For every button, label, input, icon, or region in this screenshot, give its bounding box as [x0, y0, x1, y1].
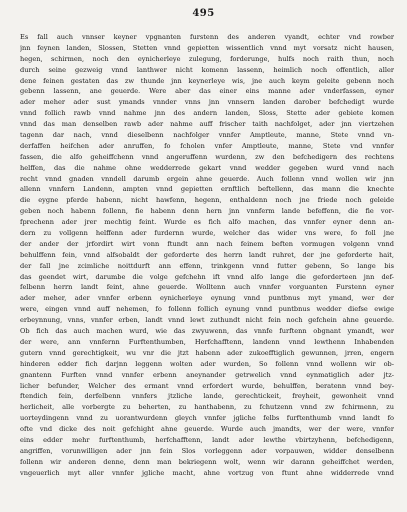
text-line: felbenn herrn landt feint, ahne geuerde. Wolltenn auch vnnfer vorguanten Furstenn eyner: [20, 283, 394, 292]
text-line: erbeynnung, vnns, vnnfer erben, landt vnnd lewt zuthundt nicht fein noch gefchein ahne geuerde.: [20, 316, 394, 325]
text-line: geben noch habenn follenn, fie habenn denn hern jnn vnnferm lande befeffenn, die fie vor-: [20, 207, 394, 216]
text-line: fassen, die alfo geheiffchenn vnnd angeruffenn wurdenn, zw den befchedigern des rechtens: [20, 152, 394, 161]
text-line: die eygne pferde habenn, nicht hawfenn, hegenn, enthaldenn noch jne friede noch geleide: [20, 196, 394, 205]
text-line: angriffen, vorunwilligen ader jnn fein Slos vorleggenn ader vorpauwen, widder denselbenn: [20, 446, 394, 455]
text-line: vnnd das man denselben rawb ader nahme auff frischer taith nachfolget, ader jnn viertzehen: [20, 120, 394, 129]
text-line: das geendet wirt, darumbe die volge gefchehn ift vnnd alfo lange die geforderteen jnn def-: [20, 272, 394, 281]
text-line: gutern vnnd gerechtigkeit, wu vnr die jtzt habenn ader zukoefftiglich gewunnen, jrren, engern: [20, 348, 394, 357]
text-line: eins edder mehr furftenthumb, herfchafftenn, landt ader lewthe vbirtzyhenn, befchedigenn,: [20, 435, 394, 444]
text-line: were, eingen vnnd auff nehemen, fo follenn follich eynung vnnd puntbnus wedder diefse ewige: [20, 305, 394, 314]
text-line: helffen, das die nahme ohne wedderrede gekart vnnd wedder gegeben wurd vnnd nach: [20, 163, 394, 172]
text-line: derfaffen heifchen ader anruffen, fo fcholen vnfer Amptleute, manne, Stete vnd vnnfer: [20, 141, 394, 150]
text-line: gnantenn Furften vnnd vnnfer erbenn aneynander getrwelich vnnd eynmatiglich ader jtz-: [20, 370, 394, 379]
text-line: hinderen edder fich darjnn leggenn wolten ader wurden, So follenn vnnd wollenn wir ob-: [20, 359, 394, 368]
text-line: jnn feynen landen, Slossen, Stetten vnnd gepietten wissentlich vnnd myt vorsatz nicht hausen,: [20, 43, 394, 52]
text-line: hegen, schirmen, noch den eynicherleye zulegung, forderunge, hulfs noch raith thun, noch: [20, 54, 394, 63]
text-line: uorteydingenn vnnd zu uorantwurdenn gleych vnnfer jgliche felbs furftenthumb vnnd landt fo: [20, 414, 394, 423]
page-number: 495: [192, 8, 215, 19]
text-line: der were, ann vnnfernn Furftenthumben, Herfchafftenn, landenn vnnd lewthenn Inhabenden: [20, 337, 394, 346]
text-line: herlicheit, alle vorbergte zu beherten, zu hanthabenn, zu fchutzenn vnnd zw fchirmenn, zu: [20, 403, 394, 412]
text-line: follenn wir anderen denne, denn man bekriegenn wolt, wenn wir darann geheiffchet werden,: [20, 457, 394, 466]
text-line: der ander der jrfordirt wirt vonn ftundt ann nach feinem beften vormugen volgenn vnnd: [20, 239, 394, 248]
text-line: ftendich fein, derfelbenn vnnfers jtzliche lande, gerechtickeit, freyheit, gewonheit vnnd: [20, 392, 394, 401]
text-line: recht vnnd gnaden vnndell darumb ergein ahne geuerde. Auch follenn vnnd wollen wir jnn: [20, 174, 394, 183]
text-line: dern zu vollgenn helffenn ader furdernn wurde, welcher das wider vns were, fo foll jne: [20, 229, 394, 238]
text-line: fprechenn ader jrer mechtig feint. Wurde es fich alfo machen, das vnnfer eyner denn an-: [20, 218, 394, 227]
text-line: licher befunder, Welcher des ermant vnnd erfordert wurde, behulffen, beratenn vnnd bey-: [20, 381, 394, 390]
text-line: durch seine gezweig vnnd lanthwer nicht komenn lassenn, heimlich noch offentlich, aller: [20, 65, 394, 74]
text-line: ader meher ader sust ymands vnnder vnns jnn vnnsern landen darober befchedigt wurde: [20, 98, 394, 107]
text-line: Es fall auch vnnser keyner vpgnanten furstenn des anderen vyandt, echter vnd rowber: [20, 33, 394, 41]
text-line: tagenn dar nach, vnnd dieselbenn nachfolger vnnfer Amptleute, manne, Stete vnnd vn-: [20, 131, 394, 140]
text-line: gebenn lassenn, ane geuerde. Were aber das einer eins manne ader vnderfassen, eyner: [20, 87, 394, 96]
text-line: allenn vnnfern Landenn, ampten vnnd gepietten ernftlich beftellenn, das mann die knechte: [20, 185, 394, 194]
text-line: ofte vnd dicke des noit gefchight ahne geuerde. Wurde auch jmandts, wer der were, vnnfer: [20, 425, 394, 434]
text-line: vnnd follich rawb vnnd nahme jnn des andern landen, Sloss, Stette ader gebiete komen: [20, 109, 394, 118]
text-line: Ob fich das auch machen wurd, wie das zwyuwenn, das vnnfe furftenn obgnant ymandt, wer: [20, 327, 394, 336]
body-text: [20, 32, 394, 479]
text-line: der fall jne zcimliche noittdurft ann effenn, trinkgenn vnnd futter gebenn, So lange bis: [20, 261, 394, 270]
text-line: behulffenn fein, vnnd alfsobaldt der geforderte des herrn landt ruhret, der jne geforderte hait,: [20, 250, 394, 259]
text-line: vngeuerlich myt aller vnnfer jgliche macht, ahne vortzug von ftunt ahne widderrede vnnd: [20, 468, 394, 477]
text-line: ader meher, ader vnnfer erbenn eynicherleye eynung vnnd puntbnus myt ymand, wer der: [20, 294, 394, 303]
text-line: dene feinen gestaten das zw thunde jnn keynerleye wis, jne auch keym geleite gebenn noch: [20, 76, 394, 85]
